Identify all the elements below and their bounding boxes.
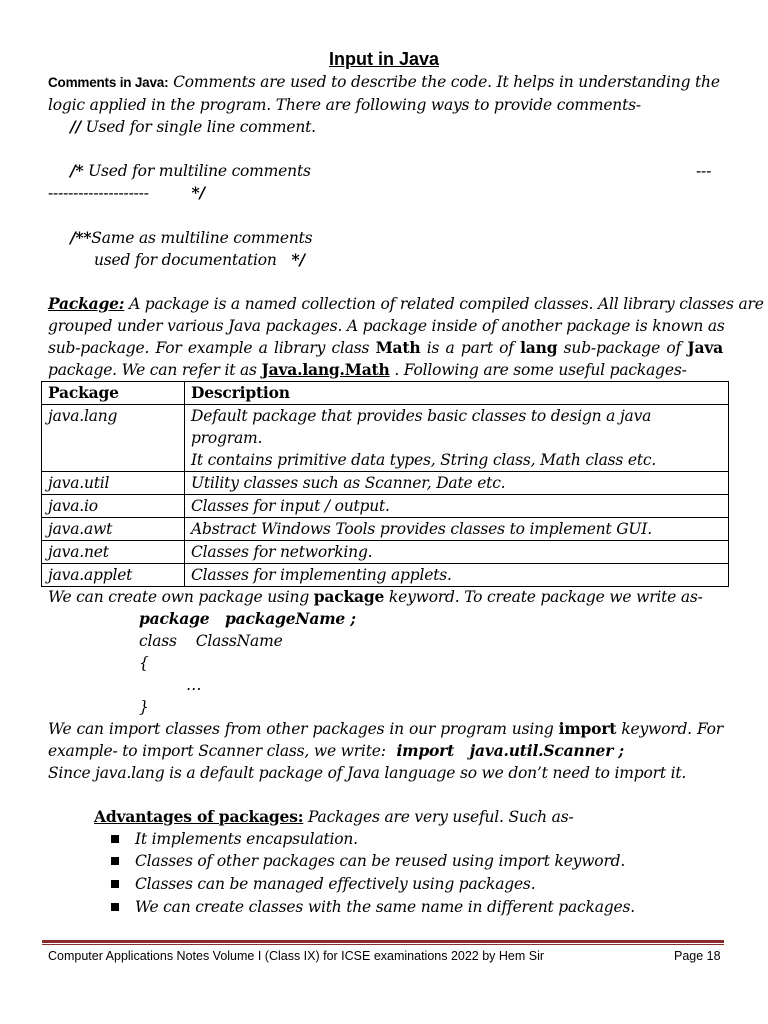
table-cell-package: java.awt [42, 518, 185, 541]
footer-text: Computer Applications Notes Volume I (Class IX) for ICSE examinations 2022 by Hem Sir [48, 949, 545, 963]
package-text-3c: sub-package of [563, 339, 682, 357]
table-cell-package: java.net [42, 541, 185, 564]
multi-comment-close-marker: */ [191, 183, 205, 202]
table-cell-description-line2: It contains primitive data types, String class, Math class etc. [191, 451, 657, 469]
table-cell-package: java.io [42, 495, 185, 518]
list-item: We can create classes with the same name in different packages. [135, 898, 635, 916]
table-header-description: Description [185, 382, 729, 405]
doc-comment-text-2: used for documentation [94, 251, 277, 269]
single-comment-marker: // [70, 117, 81, 136]
keyword-lang: lang [520, 338, 558, 357]
create-text-b: keyword. To create package we write as- [388, 588, 703, 606]
table-cell-description-line1: Default package that provides basic classes to design a java program. [191, 407, 652, 447]
footer-rule-thin [42, 944, 724, 945]
table-cell-description [185, 405, 729, 472]
create-text-a: We can create own package using [48, 588, 310, 606]
table-row [42, 541, 729, 564]
advantages-heading-line [94, 806, 574, 828]
advantages-intro: Packages are very useful. Such as- [308, 808, 574, 826]
multi-comment-dashes: -------------------- [48, 184, 149, 202]
bullet-square-icon [111, 903, 119, 911]
keyword-package: package [313, 587, 385, 606]
package-text-3a: sub-package. For example a library class [48, 339, 370, 357]
import-para-line1 [48, 718, 723, 740]
package-text-4b: . Following are some useful packages- [394, 361, 687, 379]
keyword-java: Java [687, 338, 724, 357]
doc-comment-text: Same as multiline comments [91, 229, 313, 247]
keyword-java-lang-math: Java.lang.Math [261, 360, 390, 379]
import-text-b: keyword. For [621, 720, 723, 738]
import-text-a: We can import classes from other packages in our program using [48, 720, 554, 738]
import-para-line2 [48, 740, 624, 762]
table-cell-package: java.lang [42, 405, 185, 472]
doc-comment-close-marker: */ [291, 250, 305, 269]
package-text-1: A package is a named collection of related compiled classes. All library classes are [129, 295, 764, 313]
doc-comment-open [70, 227, 312, 249]
comments-para-line2: logic applied in the program. There are following ways to provide comments- [48, 96, 641, 114]
comments-text-1: Comments are used to describe the code. It helps in understanding the [173, 73, 720, 91]
table-cell-package: java.applet [42, 564, 185, 587]
footer-rule-thick [42, 940, 724, 943]
comments-heading: Comments in Java: [48, 75, 169, 90]
table-row [42, 405, 729, 472]
code-import-scanner: import java.util.Scanner ; [396, 741, 624, 760]
single-comment-text: Used for single line comment. [85, 118, 316, 136]
package-heading: Package: [48, 294, 125, 313]
keyword-math: Math [375, 338, 421, 357]
import-text-2a: example- to import Scanner class, we write: [48, 742, 386, 760]
import-para-line3: Since java.lang is a default package of Java language so we don’t need to import it. [48, 764, 687, 782]
page-title: Input in Java [328, 49, 440, 69]
multiline-dashes-right: --- [696, 162, 712, 180]
code-class-declaration: class ClassName [139, 632, 283, 650]
table-row [42, 564, 729, 587]
multiline-comment-open [70, 160, 311, 182]
package-para-line4 [48, 359, 687, 381]
list-item: Classes can be managed effectively using packages. [135, 875, 536, 893]
code-close-brace: } [139, 698, 149, 716]
list-item: It implements encapsulation. [135, 830, 358, 848]
comments-para-line1 [48, 71, 720, 94]
bullet-square-icon [111, 880, 119, 888]
table-row [42, 495, 729, 518]
table-cell-description: Classes for input / output. [185, 495, 729, 518]
code-ellipsis: … [186, 676, 202, 694]
bullet-square-icon [111, 857, 119, 865]
code-package-declaration: package packageName ; [139, 609, 356, 628]
packages-table [41, 381, 729, 587]
package-text-4a: package. We can refer it as [48, 361, 257, 379]
code-open-brace: { [139, 654, 149, 672]
table-header-package: Package [42, 382, 185, 405]
bullet-square-icon [111, 835, 119, 843]
advantages-heading: Advantages of packages: [94, 807, 304, 826]
table-cell-description: Classes for implementing applets. [185, 564, 729, 587]
package-para-line1 [48, 293, 764, 315]
multi-comment-text: Used for multiline comments [88, 162, 311, 180]
table-cell-description: Abstract Windows Tools provides classes to implement GUI. [185, 518, 729, 541]
list-item: Classes of other packages can be reused using import keyword. [135, 852, 626, 870]
create-package-line [48, 586, 703, 608]
package-text-3b: is a part of [426, 339, 514, 357]
single-line-comment [70, 116, 316, 138]
table-cell-description: Utility classes such as Scanner, Date etc. [185, 472, 729, 495]
multiline-comment-close-line [48, 182, 205, 204]
multi-comment-open-marker: /* [70, 161, 84, 180]
table-cell-package: java.util [42, 472, 185, 495]
table-row [42, 518, 729, 541]
table-header-row [42, 382, 729, 405]
doc-comment-close-line [94, 249, 305, 271]
keyword-import: import [558, 719, 617, 738]
package-para-line2: grouped under various Java packages. A package inside of another package is known as [48, 317, 725, 335]
doc-comment-open-marker: /** [70, 228, 92, 247]
table-cell-description: Classes for networking. [185, 541, 729, 564]
page-number: Page 18 [674, 949, 721, 963]
package-para-line3 [48, 337, 723, 359]
table-row [42, 472, 729, 495]
